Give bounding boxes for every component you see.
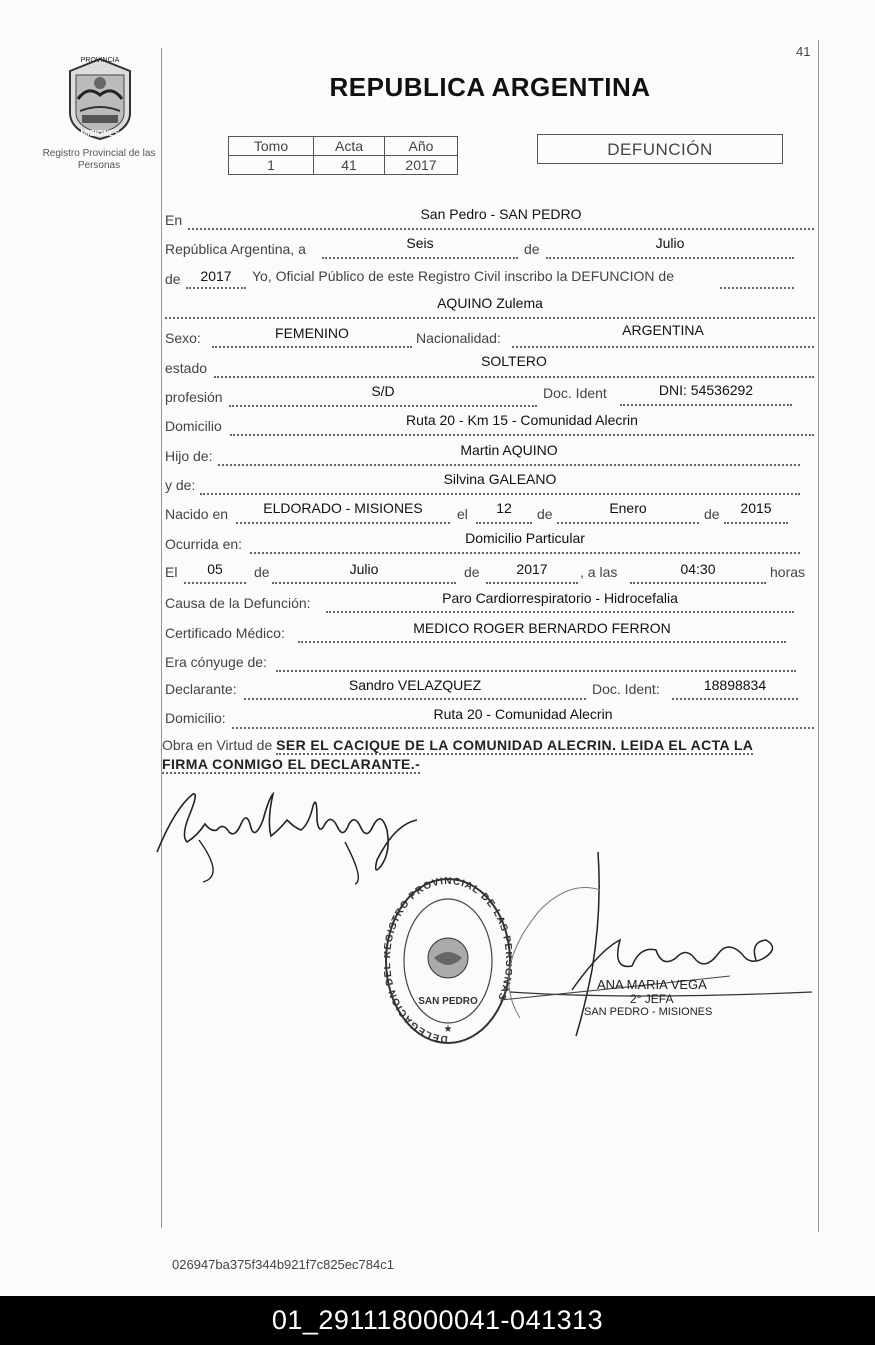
label-ocurrida-en: Ocurrida en: <box>165 536 243 552</box>
death-time-value: 04:30 <box>680 561 716 577</box>
seal-ring-text: DELEGACION D GISTRO PROVINCIAL DE LAS P NAS <box>384 876 512 1045</box>
birth-year-value: 2015 <box>740 500 772 516</box>
label-de: de <box>524 241 540 257</box>
label-estado: estado <box>165 360 208 376</box>
footer-code-bar <box>0 1296 875 1345</box>
label-profesion: profesión <box>165 389 223 405</box>
day-word-value: Seis <box>406 235 434 251</box>
basis-line-1: SER EL CACIQUE DE LA COMUNIDAD ALECRIN. LEIDA EL ACTA LA <box>276 737 754 753</box>
label-de-d2: de <box>464 564 480 580</box>
official-office: SAN PEDRO - MISIONES <box>584 1006 713 1018</box>
right-margin-line <box>818 40 819 1232</box>
official-name: ANA MARIA VEGA <box>597 977 707 992</box>
label-doc-ident: Doc. Ident <box>543 385 607 401</box>
crest-bottom-text: MISIONES <box>80 129 120 138</box>
declarant-address-value: Ruta 20 - Comunidad Alecrin <box>433 706 613 722</box>
page-number: 41 <box>796 44 811 59</box>
table-row <box>229 156 458 175</box>
footer-code: 01_291118000041-041313 <box>271 1305 604 1335</box>
label-nacido-en: Nacido en <box>165 506 229 522</box>
label-doc-ident2: Doc. Ident: <box>592 681 660 697</box>
value-tomo: 1 <box>229 156 314 175</box>
death-place-value: Domicilio Particular <box>465 530 585 546</box>
label-domicilio2: Domicilio: <box>165 710 226 726</box>
header-acta: Acta <box>314 137 385 156</box>
record-table <box>228 136 458 175</box>
left-margin-line <box>161 48 162 1228</box>
page-title: REPUBLICA ARGENTINA <box>329 72 651 102</box>
crest-top-text: PROVINCIA <box>80 57 120 64</box>
declarant-id-value: 18898834 <box>703 677 767 693</box>
label-republica: República Argentina, a <box>165 241 306 257</box>
svg-text:★: ★ <box>443 1024 453 1035</box>
label-horas: horas <box>770 564 806 580</box>
declarant-signature <box>155 780 425 890</box>
nationality-value: ARGENTINA <box>622 322 704 338</box>
profession-value: S/D <box>371 383 395 399</box>
place-value: San Pedro - SAN PEDRO <box>420 206 582 222</box>
label-el-cap: El <box>165 564 178 580</box>
value-acta: 41 <box>314 156 385 175</box>
label-causa: Causa de la Defunción: <box>165 595 311 611</box>
label-certificado: Certificado Médico: <box>165 625 285 641</box>
province-crest-logo <box>60 55 140 143</box>
label-de-year: de <box>165 271 181 287</box>
label-de-d1: de <box>254 564 270 580</box>
label-conyuge: Era cónyuge de: <box>165 654 267 670</box>
label-yo: Yo, Oficial Público de este Registro Civil inscribo la DEFUNCION de <box>252 268 674 284</box>
label-y-de: y de: <box>165 477 196 493</box>
mother-value: Silvina GALEANO <box>443 471 557 487</box>
label-en: En <box>165 212 183 228</box>
dotted-line <box>720 271 794 289</box>
cause-value: Paro Cardiorrespiratorio - Hidrocefalia <box>442 590 678 606</box>
seal-center-text: SAN PEDRO <box>418 996 478 1007</box>
basis-line-2: FIRMA CONMIGO EL DECLARANTE.- <box>162 756 421 772</box>
label-declarante: Declarante: <box>165 681 237 697</box>
label-de-month: de <box>537 506 553 522</box>
death-day-value: 05 <box>207 561 223 577</box>
header-anio: Año <box>385 137 458 156</box>
birth-day-value: 12 <box>496 500 512 516</box>
month-value: Julio <box>655 235 685 251</box>
label-hijo-de: Hijo de: <box>165 448 213 464</box>
civil-status-value: SOLTERO <box>481 353 547 369</box>
header-tomo: Tomo <box>229 137 314 156</box>
record-type-box: DEFUNCIÓN <box>537 134 783 164</box>
death-year-value: 2017 <box>516 561 548 577</box>
declarant-value: Sandro VELAZQUEZ <box>348 677 482 693</box>
official-role: 2° JEFA <box>630 992 674 1006</box>
table-header-row <box>229 137 458 156</box>
label-el: el <box>457 506 468 522</box>
basis-statement <box>162 736 818 774</box>
label-sexo: Sexo: <box>165 330 201 346</box>
deceased-name-value: AQUINO Zulema <box>437 295 543 311</box>
physician-value: MEDICO ROGER BERNARDO FERRON <box>413 620 671 636</box>
sex-value: FEMENINO <box>275 325 349 341</box>
address-value: Ruta 20 - Km 15 - Comunidad Alecrin <box>406 412 638 428</box>
year-value: 2017 <box>200 268 232 284</box>
label-nacionalidad: Nacionalidad: <box>416 330 501 346</box>
birth-place-value: ELDORADO - MISIONES <box>263 500 423 516</box>
death-month-value: Julio <box>349 561 379 577</box>
dotted-line <box>276 654 796 672</box>
id-document-value: DNI: 54536292 <box>658 382 754 398</box>
father-value: Martin AQUINO <box>460 442 558 458</box>
value-anio: 2017 <box>385 156 458 175</box>
document-hash: 026947ba375f344b921f7c825ec784c1 <box>172 1257 394 1272</box>
label-domicilio: Domicilio <box>165 418 222 434</box>
label-de-year2: de <box>704 506 720 522</box>
registry-name: Registro Provincial de las Personas <box>42 148 156 171</box>
label-obra: Obra en Virtud de <box>162 737 273 753</box>
label-a-las: , a las <box>580 564 618 580</box>
birth-month-value: Enero <box>609 500 647 516</box>
